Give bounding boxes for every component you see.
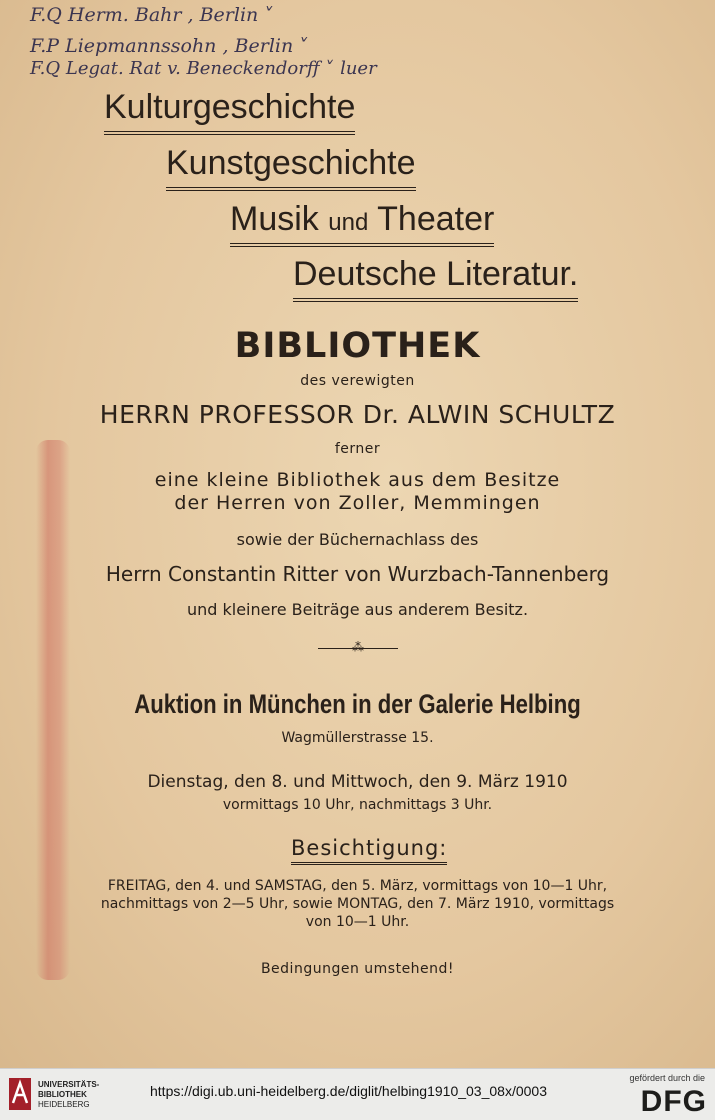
heading-theater: Theater <box>377 200 495 238</box>
library-professor: HERRN PROFESSOR Dr. ALWIN SCHULTZ <box>99 400 616 429</box>
heading-deutsche-literatur: Deutsche Literatur. <box>293 255 578 302</box>
library-sowie: sowie der Büchernachlass des <box>236 530 479 549</box>
viewing-line3: von 10—1 Uhr. <box>305 914 410 930</box>
heading-musik: Musik <box>230 200 319 238</box>
heading-kulturgeschichte: Kulturgeschichte <box>104 88 355 135</box>
handwritten-note-2: F.P Liepmannssohn , Berlin ˅ <box>30 35 309 57</box>
library-title: BIBLIOTHEK <box>234 326 481 366</box>
heading-und: und <box>328 209 369 236</box>
auction-address: Wagmüllerstrasse 15. <box>281 730 434 746</box>
divider-ornament: ⁂ <box>352 640 364 654</box>
university-seal-icon <box>8 1077 32 1111</box>
library-herrn: Herrn Constantin Ritter von Wurzbach-Tannenberg <box>105 562 610 586</box>
dfg-funding-label: gefördert durch die <box>629 1073 705 1083</box>
dfg-logo: DFG <box>640 1085 707 1118</box>
library-des: des verewigten <box>300 373 415 389</box>
library-ferner: ferner <box>334 441 381 457</box>
library-zoller-line1: eine kleine Bibliothek aus dem Besitze <box>154 469 561 491</box>
heading-kunstgeschichte: Kunstgeschichte <box>166 144 416 191</box>
conditions-note: Bedingungen umstehend! <box>260 961 455 977</box>
library-beitraege: und kleinere Beiträge aus anderem Besitz. <box>186 600 529 619</box>
digital-copy-link[interactable]: https://digi.ub.uni-heidelberg.de/diglit/helbing1910_03_08x/0003 <box>150 1083 547 1099</box>
heading-musik-theater <box>230 200 494 247</box>
auction-times: vormittags 10 Uhr, nachmittags 3 Uhr. <box>222 797 493 813</box>
viewing-line2: nachmittags von 2—5 Uhr, sowie MONTAG, den 7. März 1910, vormittags <box>100 896 615 912</box>
university-library-label: UNIVERSITÄTS- BIBLIOTHEK HEIDELBERG <box>38 1080 100 1109</box>
viewing-title: Besichtigung: <box>291 836 447 865</box>
handwritten-note-1: F.Q Herm. Bahr , Berlin ˅ <box>30 4 274 26</box>
viewer-footer <box>0 1068 715 1120</box>
auction-dates: Dienstag, den 8. und Mittwoch, den 9. März 1910 <box>147 772 568 792</box>
auction-title: Auktion in München in der Galerie Helbing <box>134 689 581 719</box>
viewing-line1: FREITAG, den 4. und SAMSTAG, den 5. März, vormittags von 10—1 Uhr, <box>107 878 608 894</box>
library-zoller-line2: der Herren von Zoller, Memmingen <box>174 492 541 514</box>
handwritten-note-3: F.Q Legat. Rat v. Beneckendorff ˅ luer <box>30 58 377 79</box>
